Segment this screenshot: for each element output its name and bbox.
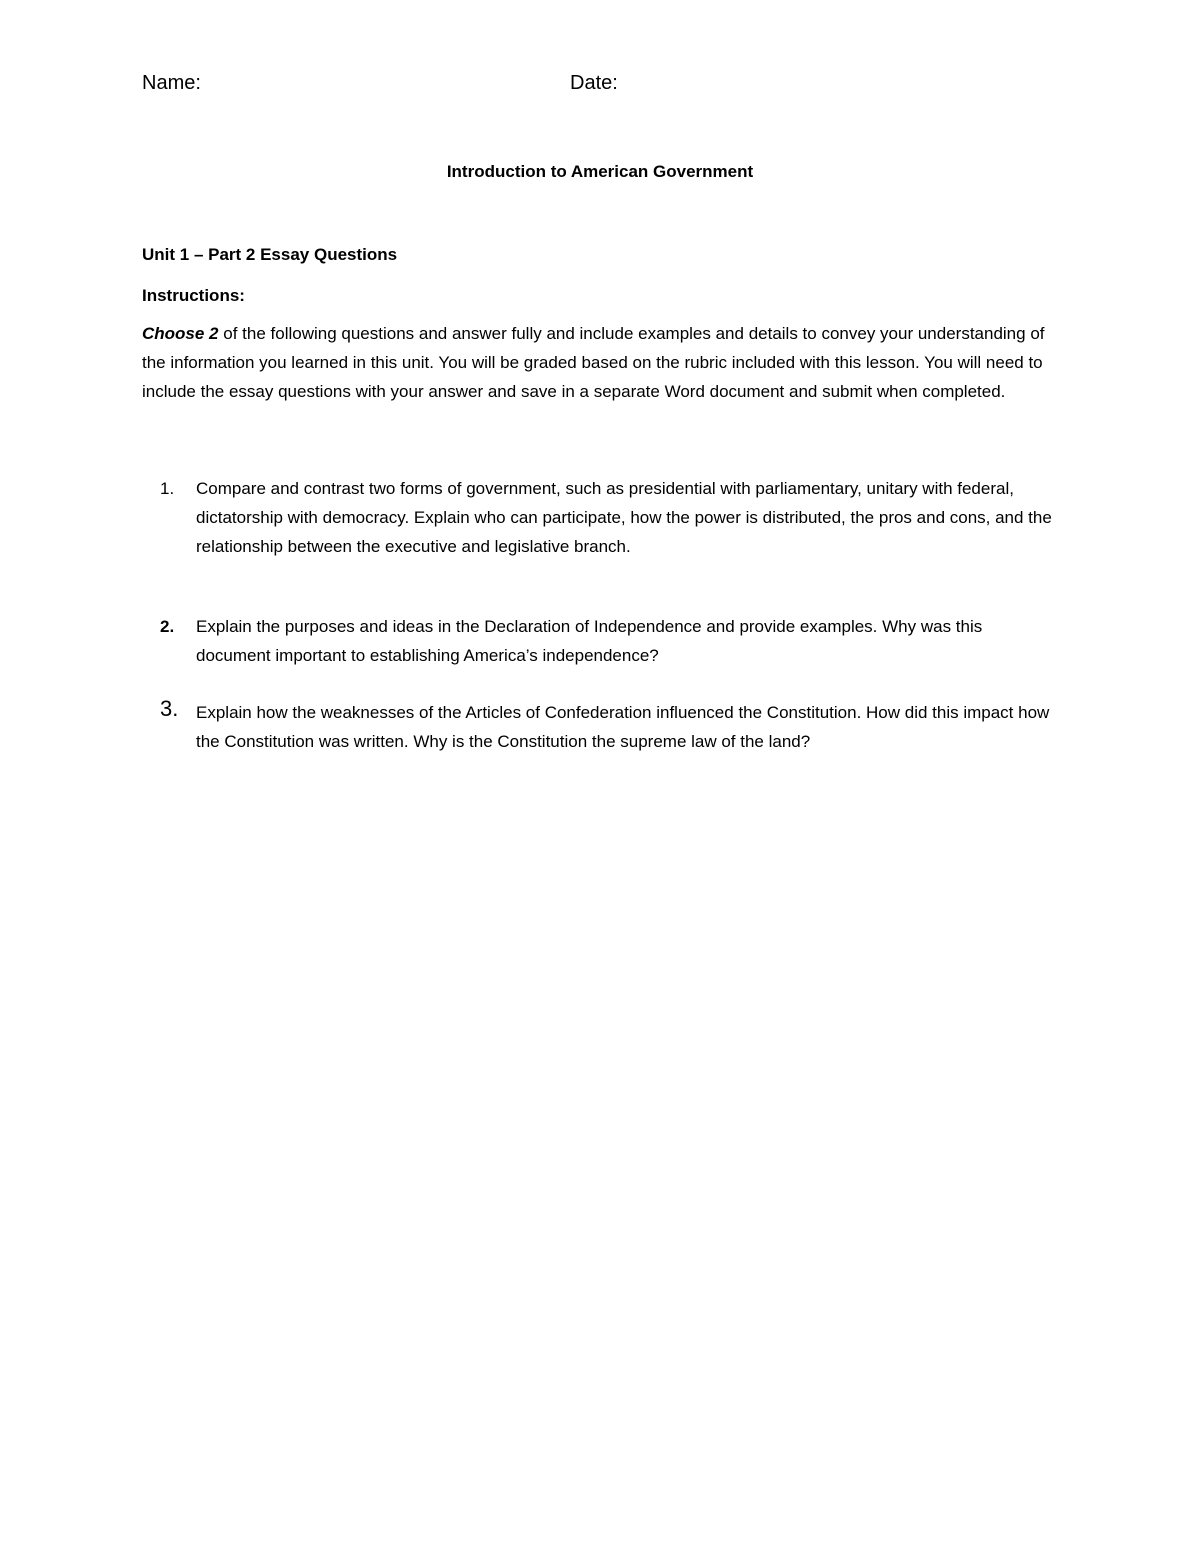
question-text: Compare and contrast two forms of government, such as presidential with parliamentary, unitary with federal, dictatorship with democracy. Explain who can participate, how the power is distributed, the pros and cons, and the relationship between the executive and legislative branch. [196,479,1052,556]
instructions-body: of the following questions and answer fully and include examples and details to convey your understanding of the information you learned in this unit. You will be graded based on the rubric included with this lesson. You will need to include the essay questions with your answer and save in a separate Word document and submit when completed. [142,324,1045,401]
question-text: Explain the purposes and ideas in the Declaration of Independence and provide examples. Why was this document important to establishing America’s independence? [196,617,983,665]
document-title: Introduction to American Government [446,162,754,181]
instructions-emphasis: Choose 2 [142,324,219,343]
question-number: 1. [160,479,175,498]
instructions-text [142,319,1052,406]
name-label: Name: [142,72,201,94]
instructions-label: Instructions: [142,286,245,305]
question-text: Explain how the weaknesses of the Articles of Confederation influenced the Constitution. How did this impact how the Constitution was written. Why is the Constitution the supreme law of the land? [196,703,1050,751]
date-label: Date: [570,72,618,94]
question-number: 2. [160,617,175,636]
subtitle: Unit 1 – Part 2 Essay Questions [142,245,398,264]
question-number: 3. [160,696,179,721]
